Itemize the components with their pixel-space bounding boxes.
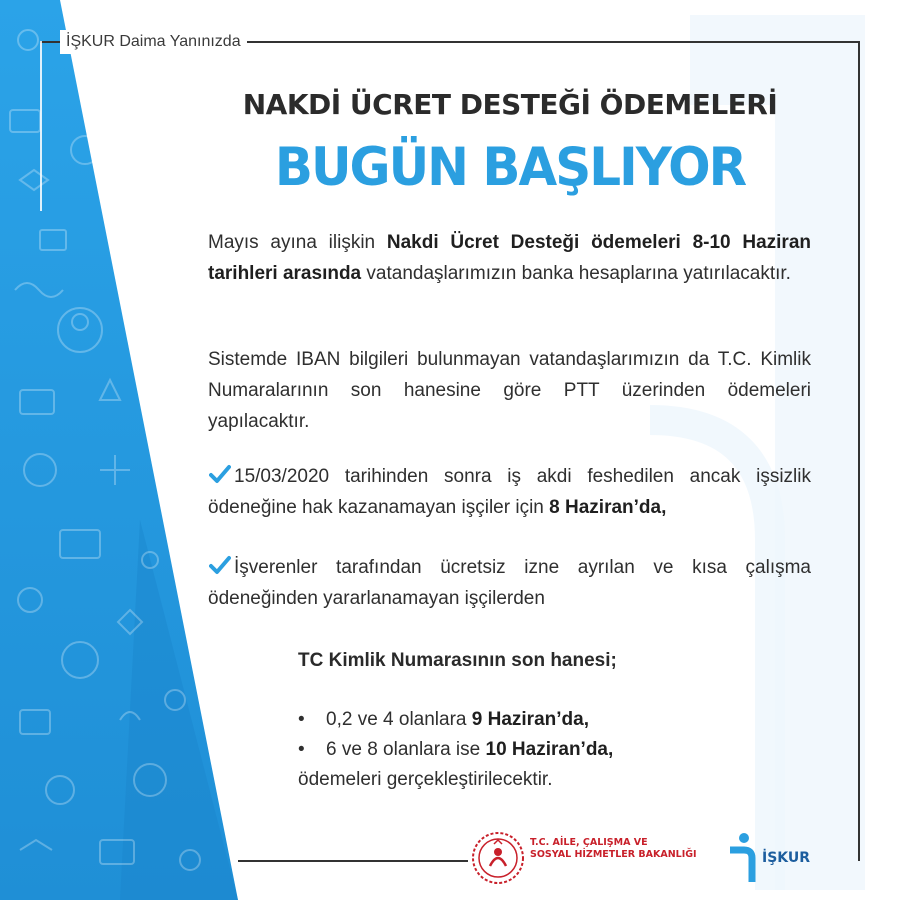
frame-right-line [858,41,860,861]
schedule-row-date: 10 Haziran’da, [485,739,614,760]
title-line-2: BUGÜN BAŞLIYOR [274,136,746,198]
iskur-logo-icon [726,830,762,886]
ministry-name-line-2: SOSYAL HİZMETLER BAKANLIĞI [530,849,697,860]
bullet: • [298,739,305,760]
ministry-name [530,837,697,861]
title-line-1: NAKDİ ÜCRET DESTEĞİ ÖDEMELERİ [242,88,778,121]
schedule-row-date: 9 Haziran’da, [471,709,589,730]
iskur-logo-text: İŞKUR [762,850,811,866]
paragraph-1-text-b: vatandaşlarımızın banka hesaplarına yatırılacaktır. [361,263,791,284]
item-1-bold: 8 Haziran’da, [549,497,667,518]
paragraph-1-text-a: Mayıs ayına ilişkin [208,232,387,253]
item-1-text: 15/03/2020 tarihinden sonra iş akdi feshedilen ancak işsizlik ödeneğine hak kazanamayan işçiler için [208,466,811,518]
frame-left-line [40,41,42,211]
schedule-heading: TC Kimlik Numarasının son hanesi; [298,650,617,671]
schedule-footer: ödemeleri gerçekleştirilecektir. [298,769,553,790]
bullet: • [298,709,305,730]
paragraph-1 [208,227,811,289]
ministry-name-line-1: T.C. AİLE, ÇALIŞMA VE [530,837,648,848]
ministry-emblem-icon [470,830,526,886]
paragraph-1-bold: Nakdi Ücret Desteği ödemeleri 8-10 Haziran tarihleri arasında [208,232,811,284]
schedule-row-text: 0,2 ve 4 olanlara [326,709,472,730]
item-1 [208,461,811,523]
schedule-row-text: 6 ve 8 olanlara ise [326,739,486,760]
schedule-row [298,739,613,761]
schedule-row [298,709,589,731]
header-tagline: İŞKUR Daima Yanınızda [60,30,247,54]
frame-bottom-line [238,860,468,862]
paragraph-2: Sistemde IBAN bilgileri bulunmayan vatandaşlarımızın da T.C. Kimlik Numaralarının son hanesine göre PTT üzerinden ödemeleri yapılacaktır. [208,349,811,432]
item-2: İşverenler tarafından ücretsiz izne ayrılan ve kısa çalışma ödeneğinden yararlanamayan işçilerden [208,557,811,609]
